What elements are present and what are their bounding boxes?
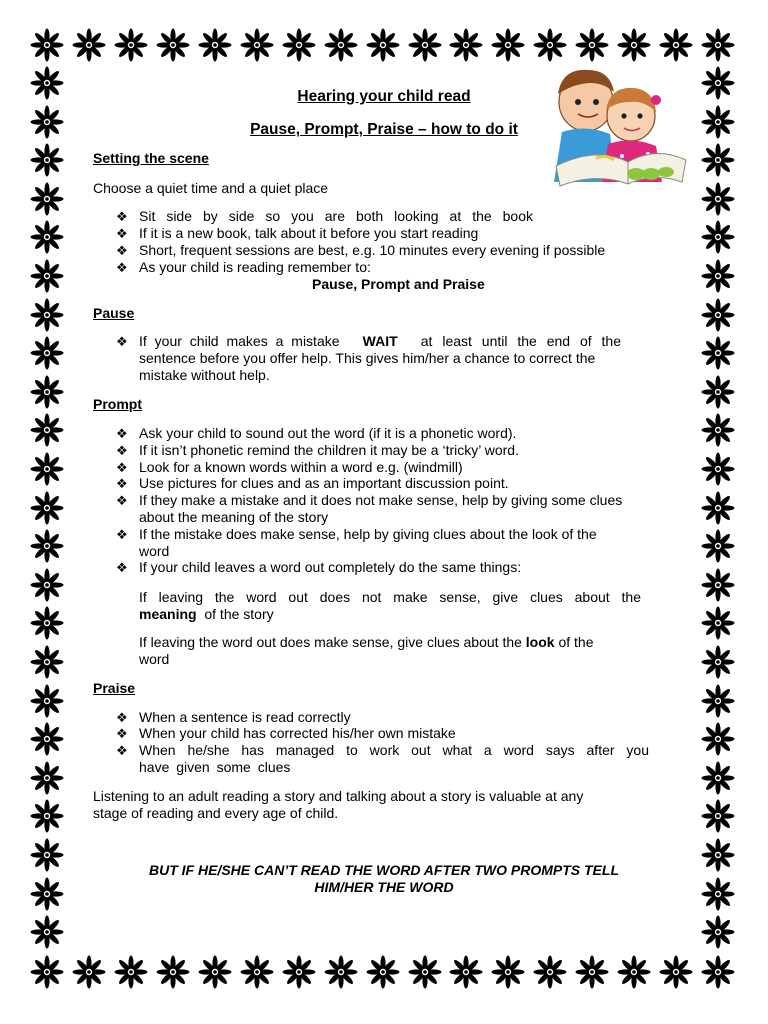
bullet-icon: ❖ [116, 476, 128, 491]
prompt-paragraph-1-end: of the story [204, 606, 274, 622]
setting-heading: Setting the scene [93, 150, 209, 166]
list-item: As your child is reading remember to: [139, 259, 371, 275]
bullet-icon: ❖ [116, 493, 128, 508]
list-item: Short, frequent sessions are best, e.g. 10 minutes every evening if possible [139, 242, 606, 258]
pause-heading: Pause [93, 305, 135, 321]
bullet-icon: ❖ [116, 560, 128, 575]
bullet-icon: ❖ [116, 743, 128, 758]
bullet-icon: ❖ [116, 226, 128, 241]
prompt-paragraph-2-pre: If leaving the word out does make sense, give clues about the [139, 634, 522, 650]
praise-heading: Praise [93, 680, 136, 696]
list-item: Use pictures for clues and as an important discussion point. [139, 475, 509, 491]
list-item-continuation: word [139, 543, 170, 559]
prompt-paragraph-2-line-2: word [139, 651, 170, 667]
list-item: If it isn’t phonetic remind the children it may be a ‘tricky’ word. [139, 442, 519, 458]
prompt-heading: Prompt [93, 396, 142, 412]
center-line: Pause, Prompt and Praise [312, 276, 485, 292]
list-item: When a sentence is read correctly [139, 709, 351, 725]
bullet-icon: ❖ [116, 460, 128, 475]
prompt-paragraph-2-post: of the [558, 634, 594, 650]
pause-line-3: mistake without help. [139, 367, 270, 383]
prompt-paragraph-2 [139, 634, 594, 651]
bullet-icon: ❖ [116, 209, 128, 224]
list-item: If your child leaves a word out completely do the same things: [139, 559, 522, 575]
pause-line-1-pre: If your child makes a mistake [139, 333, 340, 349]
list-item: If they make a mistake and it does not make sense, help by giving some clues [139, 492, 623, 508]
bullet-icon: ❖ [116, 334, 128, 349]
bullet-icon: ❖ [116, 426, 128, 441]
prompt-paragraph-1-line-2 [139, 606, 274, 623]
list-item: Ask your child to sound out the word (if it is a phonetic word). [139, 425, 517, 441]
meaning-emphasis: meaning [139, 606, 197, 622]
list-item: Sit side by side so you are both looking at the book [139, 208, 533, 224]
pause-line-2: sentence before you offer help. This gives him/her a chance to correct the [139, 350, 596, 366]
bullet-icon: ❖ [116, 443, 128, 458]
pause-line-1 [139, 333, 621, 350]
page-subtitle: Pause, Prompt, Praise – how to do it [250, 121, 518, 138]
list-item: Look for a known words within a word e.g. (windmill) [139, 459, 463, 475]
pause-line-1-post: at least until the end of the [420, 333, 621, 349]
list-item: If the mistake does make sense, help by giving clues about the look of the [139, 526, 597, 542]
bullet-icon: ❖ [116, 527, 128, 542]
bullet-icon: ❖ [116, 243, 128, 258]
bullet-icon: ❖ [116, 710, 128, 725]
final-note-line-1: BUT IF HE/SHE CAN’T READ THE WORD AFTER TWO PROMPTS TELL [148, 862, 620, 878]
list-item: When he/she has managed to work out what a word says after you [139, 742, 649, 758]
setting-intro: Choose a quiet time and a quiet place [93, 180, 329, 196]
look-emphasis: look [525, 634, 555, 650]
prompt-paragraph-1: If leaving the word out does not make sense, give clues about the [139, 589, 641, 605]
bullet-icon: ❖ [116, 726, 128, 741]
list-item: If it is a new book, talk about it before you start reading [139, 225, 479, 241]
list-item: When your child has corrected his/her own mistake [139, 725, 456, 741]
bullet-icon: ❖ [116, 260, 128, 275]
closing-paragraph-line-1: Listening to an adult reading a story and talking about a story is valuable at any [93, 788, 584, 804]
closing-paragraph-line-2: stage of reading and every age of child. [93, 805, 339, 821]
wait-emphasis: WAIT [362, 333, 398, 349]
list-item-continuation: about the meaning of the story [139, 509, 329, 525]
list-item-continuation: have given some clues [139, 759, 291, 775]
final-note-line-2: HIM/HER THE WORD [314, 879, 454, 895]
page-title: Hearing your child read [297, 88, 471, 105]
